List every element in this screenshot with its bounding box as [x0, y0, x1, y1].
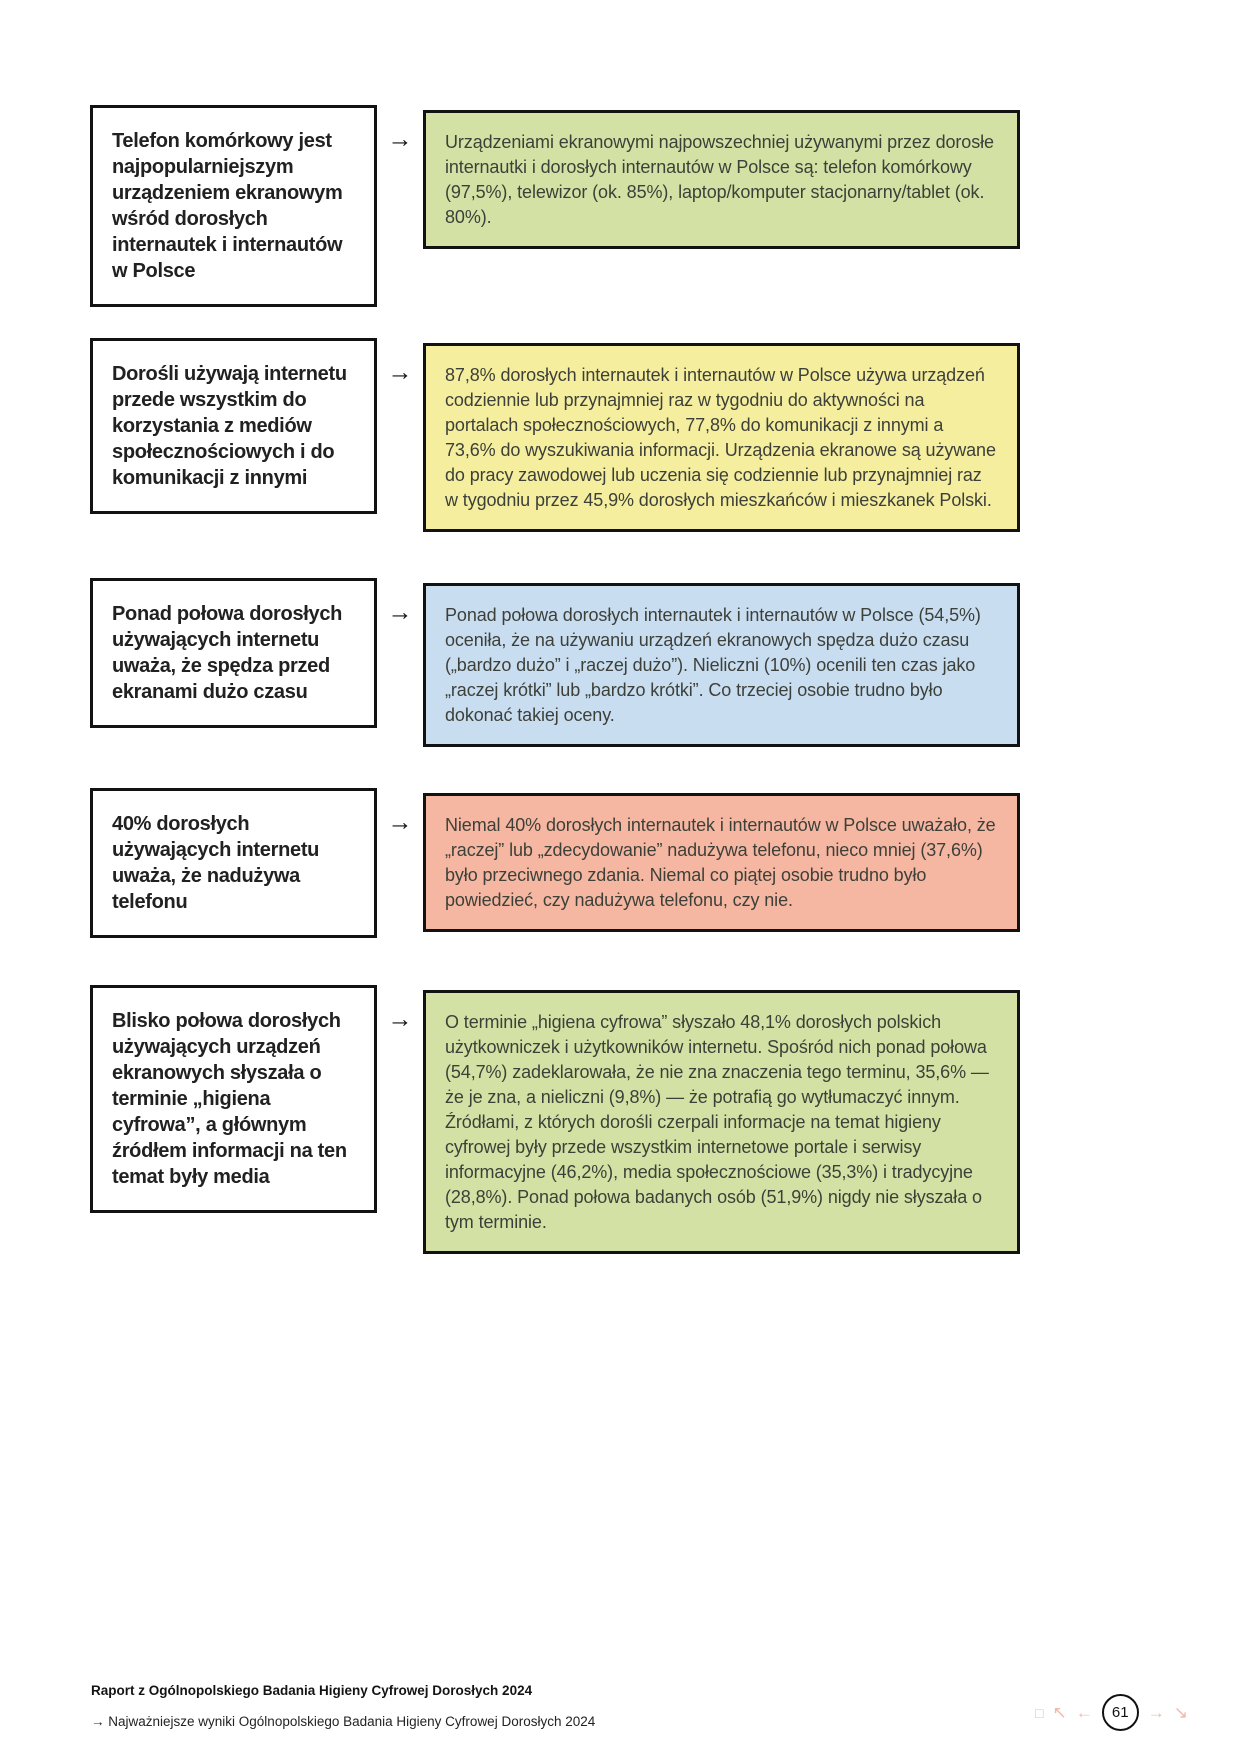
right-arrow-icon: →	[387, 358, 413, 386]
finding-detail-text: O terminie „higiena cyfrowa” słyszało 48,1% dorosłych polskich użytkowniczek i użytkowników internetu. Spośród nich ponad połowa (54,7%) zadeklarowała, że nie zna znaczenia tego terminu, 35,6% — że je zna, a nieliczni (9,8%) — że potrafią go wytłumaczyć innym. Źródłami, z których dorośli czerpali informacje na temat higieny cyfrowej były przede wszystkim internetowe portale i serwisy informacyjne (46,2%), media społecznościowe (35,3%) i tradycyjne (28,8%). Ponad połowa badanych osób (51,9%) nigdy nie słyszała o tym terminie.	[445, 1012, 989, 1233]
arrow-right-icon[interactable]: →	[1147, 1703, 1165, 1722]
section-breadcrumb: → Najważniejsze wyniki Ogólnopolskiego Badania Higieny Cyfrowej Dorosłych 2024	[91, 1714, 596, 1729]
key-finding-box	[90, 578, 377, 728]
finding-detail-text: Ponad połowa dorosłych internautek i internautów w Polsce (54,5%) oceniła, że na używaniu urządzeń ekranowych spędza dużo czasu („bardzo dużo” i „raczej dużo”). Nieliczni (10%) ocenili ten czas jako „raczej krótki” lub „bardzo krótki”. Co trzeciej osobie trudno było dokonać takiej oceny.	[445, 605, 981, 726]
report-title: Raport z Ogólnopolskiego Badania Higieny Cyfrowej Dorosłych 2024	[91, 1683, 533, 1698]
finding-detail-box	[423, 990, 1020, 1254]
right-arrow-icon: →	[387, 1005, 413, 1033]
page-number-badge	[1102, 1694, 1139, 1731]
arrow-down-right-icon[interactable]: ↘	[1173, 1703, 1188, 1722]
finding-detail-box	[423, 343, 1020, 532]
finding-detail-box	[423, 793, 1020, 932]
finding-detail-text: 87,8% dorosłych internautek i internautów w Polsce używa urządzeń codziennie lub przynajmniej raz w tygodniu do aktywności na portalach społecznościowych, 77,8% do komunikacji z innymi a 73,6% do wyszukiwania informacji. Urządzenia ekranowe są używane do pracy zawodowej lub uczenia się codziennie lub przynajmniej raz w tygodniu przez 45,9% dorosłych mieszkańców i mieszkanek Polski.	[445, 365, 996, 511]
page-outline-icon[interactable]: □	[1035, 1704, 1044, 1721]
finding-detail-text: Urządzeniami ekranowymi najpowszechniej używanymi przez dorosłe internautki i dorosłych internautów w Polsce są: telefon komórkowy (97,5%), telewizor (ok. 85%), laptop/komputer stacjonarny/tablet (ok. 80%).	[445, 132, 994, 228]
finding-row	[90, 578, 1020, 747]
key-finding-text: Dorośli używają internetu przede wszystkim do korzystania z mediów społecznościowych i do komunikacji z innymi	[112, 363, 347, 489]
page-number: 61	[1111, 1704, 1129, 1721]
finding-row	[90, 338, 1020, 532]
finding-row	[90, 788, 1020, 938]
key-finding-text: Blisko połowa dorosłych używających urządzeń ekranowych słyszała o terminie „higiena cyfrowa”, a głównym źródłem informacji na ten temat były media	[112, 1010, 347, 1188]
finding-row	[90, 105, 1020, 307]
right-arrow-icon: →	[387, 125, 413, 153]
arrow-left-icon[interactable]: ←	[1075, 1703, 1093, 1722]
key-finding-text: Telefon komórkowy jest najpopularniejszym urządzeniem ekranowym wśród dorosłych internautek i internautów w Polsce	[112, 130, 343, 282]
right-arrow-icon: →	[387, 598, 413, 626]
key-finding-text: Ponad połowa dorosłych używających internetu uważa, że spędza przed ekranami dużo czasu	[112, 603, 343, 703]
key-finding-box	[90, 985, 377, 1213]
right-arrow-icon: →	[387, 808, 413, 836]
finding-detail-box	[423, 110, 1020, 249]
arrow-up-left-icon[interactable]: ↖	[1052, 1703, 1067, 1722]
finding-detail-text: Niemal 40% dorosłych internautek i internautów w Polsce uważało, że „raczej” lub „zdecydowanie” nadużywa telefonu, nieco mniej (37,6%) było przeciwnego zdania. Niemal co piątej osobie trudno było powiedzieć, czy nadużywa telefonu, czy nie.	[445, 815, 996, 911]
key-finding-box	[90, 105, 377, 307]
finding-detail-box	[423, 583, 1020, 747]
finding-row	[90, 985, 1020, 1254]
key-finding-box	[90, 788, 377, 938]
page-navigation	[1035, 1694, 1188, 1731]
key-finding-box	[90, 338, 377, 514]
key-finding-text: 40% dorosłych używających internetu uważa, że nadużywa telefonu	[112, 813, 320, 913]
